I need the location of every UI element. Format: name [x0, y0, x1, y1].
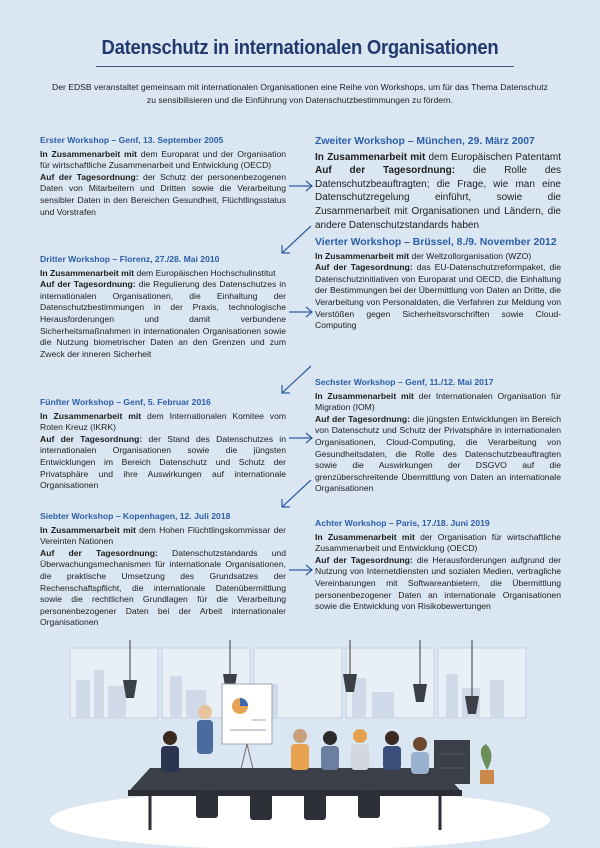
workshop-heading: Sechster Workshop – Genf, 11./12. Mai 2017: [315, 377, 494, 387]
agenda-label: Auf der Tagesordnung:: [315, 262, 413, 273]
agenda-label: Auf der Tagesordnung:: [315, 413, 410, 424]
partner-label: In Zusammenarbeit mit: [315, 531, 415, 542]
partner-label: In Zusammenarbeit mit: [40, 524, 136, 535]
workshop-agenda: Datenschutzstandards und Überwachungsmechanismen für internationale Organisationen, die praktische Umsetzung des Grundsatzes der Rechenschaftspflicht, die internationale Datenübermittlung sowie die rechtlichen Grundlagen für die Verarbeitung personenbezogener Daten bei der Arbeit internationaler Organisationen: [40, 547, 286, 628]
arrow-down-left-icon: [278, 364, 314, 396]
partner-label: In Zusammenarbeit mit: [40, 148, 137, 159]
agenda-label: Auf der Tagesordnung:: [315, 165, 456, 177]
page-title: Datenschutz in internationalen Organisationen: [101, 36, 499, 59]
workshop-heading: Fünfter Workshop – Genf, 5. Februar 2016: [40, 397, 211, 407]
arrow-right-icon: [287, 563, 315, 577]
workshop-agenda: die Herausforderungen aufgrund der Nutzung von Internetdiensten und sozialen Medien, vertragliche Vereinbarungen mit Softwareanbietern, die Übermittlung personenbezogener Daten an internationale Organisationen sowie die Entwicklung von Risikobewertungen: [315, 554, 562, 612]
partner-label: In Zusammenarbeit mit: [315, 151, 426, 163]
partner-label: In Zusammenarbeit mit: [315, 390, 414, 401]
partner-label: In Zusammenarbeit mit: [40, 410, 142, 421]
workshop-heading: Achter Workshop – Paris, 17./18. Juni 2019: [315, 518, 490, 528]
workshop-partner: dem Europäischen Hochschulinstitut: [136, 267, 276, 278]
workshop-agenda: die Regulierung des Datenschutzes in internationalen Organisationen, die Einhaltung der Datenschutzbestimmungen in der Praxis, technologische Herausforderungen und damit verbundene Sicherheitsmaßnahmen in internationalen Organisationen sowie die Nutzung biometrischer Daten an den Grenzen und zum Zweck der inneren Sicherheit: [40, 279, 286, 359]
workshop-6: [315, 377, 561, 495]
arrow-down-left-icon: [278, 224, 314, 256]
workshop-8: [315, 518, 561, 613]
intro-text: Der EDSB veranstaltet gemeinsam mit internationalen Organisationen eine Reihe von Workshops, um für das Thema Datenschutz zu sensibilisieren und die Einführung von Datenschutzbestimmungen zu fördern.: [52, 82, 548, 105]
workshop-5: [40, 397, 286, 492]
workshop-3: [40, 254, 286, 360]
arrow-right-icon: [287, 431, 315, 445]
workshop-partner: der Organisation für wirtschaftliche Zusammenarbeit und Entwicklung (OECD): [315, 531, 562, 554]
agenda-label: Auf der Tagesordnung:: [40, 279, 136, 290]
workshop-heading: Dritter Workshop – Florenz, 27./28. Mai 2010: [40, 254, 220, 264]
workshop-7: [40, 511, 286, 629]
workshop-1: [40, 135, 286, 218]
workshop-partner: dem Internationalen Komitee vom Roten Kreuz (IKRK): [40, 410, 287, 433]
title-rule: [96, 66, 514, 67]
workshop-2: [315, 135, 561, 232]
workshop-agenda: der Schutz der personenbezogenen Daten von Mitarbeitern und Dritten sowie die Verarbeitung sensibler Daten in den Bereichen Gesundheit, Flüchtlingsstatus und Vorstrafen: [40, 171, 286, 217]
agenda-label: Auf der Tagesordnung:: [40, 171, 139, 182]
workshop-agenda: die Rolle des Datenschutzbeauftragten; die Frage, wie man eine Datenschutzregelung einführt, sowie die Zusammenarbeit mit Organisationen und Ländern, die andere Datenschutzstandards haben: [315, 165, 562, 231]
workshop-partner: dem Europarat und der Organisation für wirtschaftliche Zusammenarbeit und Entwicklung (OECD): [40, 148, 287, 171]
workshop-4: [315, 237, 561, 332]
workshop-heading: Vierter Workshop – Brüssel, 8./9. November 2012: [315, 237, 557, 248]
workshop-agenda: die jüngsten Entwicklungen im Bereich von Datenschutz und Schutz der Privatsphäre in internationalen Organisationen, Cloud-Computing, die Verarbeitung von Gesundheitsdaten, die Rolle des Datenschutzbeauftragten sowie die Auswirkungen der DSGVO auf die grenzüberschreitende Übermittlung von Daten an internationale Organisationen: [315, 413, 561, 494]
workshop-partner: der Internationalen Organisation für Migration (IOM): [315, 390, 562, 413]
partner-label: In Zusammenarbeit mit: [315, 250, 410, 261]
workshop-partner: dem Hohen Flüchtlingskommissar der Vereinten Nationen: [40, 524, 287, 547]
partner-label: In Zusammenarbeit mit: [40, 267, 135, 278]
arrow-right-icon: [287, 305, 315, 319]
workshop-heading: Siebter Workshop – Kopenhagen, 12. Juli 2018: [40, 511, 231, 521]
arrow-right-icon: [287, 179, 315, 193]
meeting-illustration: [0, 640, 600, 848]
agenda-label: Auf der Tagesordnung:: [315, 554, 413, 565]
workshop-partner: der Weltzollorganisation (WZO): [411, 250, 532, 261]
arrow-down-left-icon: [278, 478, 314, 510]
workshop-agenda: der Stand des Datenschutzes in internationalen Organisationen sowie die jüngsten Entwicklungen im Bereich Datenschutz und Schutz der Privatsphäre und ihre Auswirkungen auf internationale Organisationen: [40, 433, 286, 491]
workshop-heading: Zweiter Workshop – München, 29. März 2007: [315, 136, 535, 147]
workshop-partner: dem Europäischen Patentamt: [428, 151, 562, 163]
workshop-agenda: das EU-Datenschutzreformpaket, die Datenschutzinitiativen von Europarat und OECD, die Einhaltung der Bestimmungen bei der Übermittlung von Daten an Dritte, die Verarbeitung von Personaldaten, die Verfahren zur Meldung von Verstößen gegen Sicherheitsvorschriften sowie Cloud-Computing: [315, 262, 561, 331]
agenda-label: Auf der Tagesordnung:: [40, 547, 158, 558]
agenda-label: Auf der Tagesordnung:: [40, 433, 143, 444]
workshop-heading: Erster Workshop – Genf, 13. September 2005: [40, 135, 224, 145]
